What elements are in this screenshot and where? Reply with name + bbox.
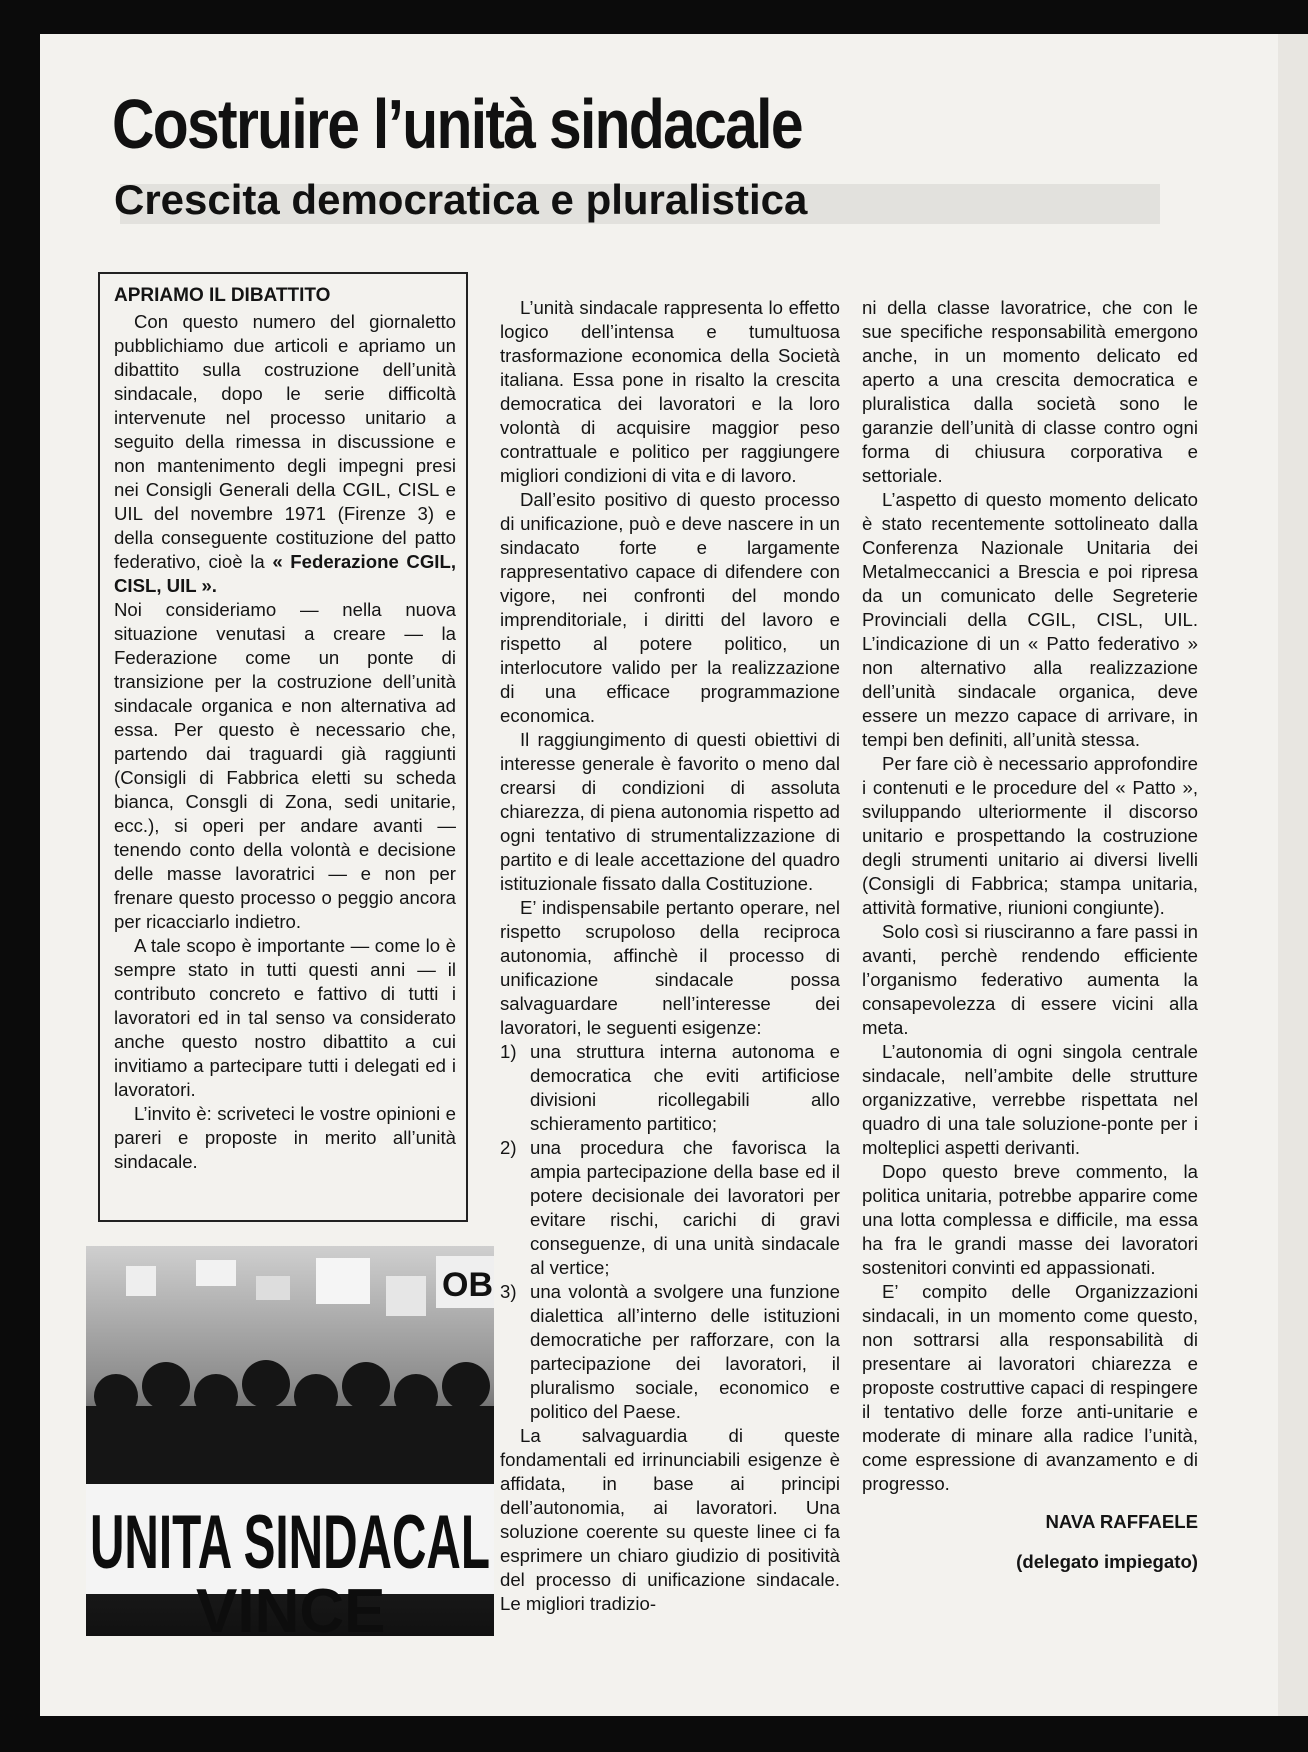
item-text: una procedura che favorisca la ampia partecipazione della base ed il potere decisionale dei lavoratori per evitare rischi, carichi di gravi conseguenze, di una unità sindacale al vertice; bbox=[530, 1137, 840, 1278]
paragraph: Solo così si riusciranno a fare passi in avanti, perchè rendendo efficiente l’organismo federativo aumenta la consapevolezza di essere vicini alla meta. bbox=[862, 921, 1198, 1038]
item-text: una struttura interna autonoma e democratica che eviti artificiose divisioni ricollegabili allo schieramento partitico; bbox=[530, 1041, 840, 1134]
item-number: 2) bbox=[500, 1137, 517, 1158]
box-paragraph: L’invito è: scriveteci le vostre opinioni e pareri e proposte in merito all’unità sindacale. bbox=[114, 1103, 456, 1172]
article-column-2 bbox=[500, 296, 840, 1616]
paragraph: Il raggiungimento di questi obiettivi di interesse generale è favorito o meno dal crearsi di condizioni di assoluta chiarezza, di piena autonomia rispetto ad ogni tentativo di strumentalizzazione di partito e di leale accettazione del quadro istituzionale fissato dalla Costituzione. bbox=[500, 729, 840, 894]
paragraph: ni della classe lavoratrice, che con le sue specifiche responsabilità emergono anche, in un momento delicato ed aperto a una crescita democratica e pluralistica dalla società sono le garanzie dell’unità di classe contro ogni forma di chiusura corporativa e settoriale. bbox=[862, 297, 1198, 486]
newspaper-page bbox=[40, 34, 1280, 1716]
next-page-edge bbox=[1278, 34, 1308, 1716]
paragraph: E’ compito delle Organizzazioni sindacali, in un momento come questo, non sottrarsi alla responsabilità di presentare ai lavoratori chiarezza e proposte costruttive capaci di respingere il tentativo delle forze anti-unitarie e moderate di minare alla radice l’unità, come espressione di avanzamento e di progresso. bbox=[862, 1281, 1198, 1494]
article-subtitle: Crescita democratica e pluralistica bbox=[114, 176, 808, 223]
paragraph: L’autonomia di ogni singola centrale sindacale, nell’ambite delle strutture organizzative, verrebbe rispettata nel quadro di una tale soluzione-ponte per i molteplici aspetti derivanti. bbox=[862, 1041, 1198, 1158]
list-item bbox=[500, 1280, 840, 1424]
paragraph: Dopo questo breve commento, la politica unitaria, potrebbe apparire come una lotta complessa e difficile, ma essa ha fra le grandi masse dei lavoratori sostenitori convinti ed appassionati. bbox=[862, 1161, 1198, 1278]
paragraph: L’unità sindacale rappresenta lo effetto logico dell’intensa e tumultuosa trasformazione economica della Società italiana. Essa pone in risalto la crescita democratica dei lavoratori e la loro volontà di acquisire maggior peso contrattuale e politico per raggiungere migliori condizioni di vita e di lavoro. bbox=[500, 297, 840, 486]
paragraph: Per fare ciò è necessario approfondire i contenuti e le procedure del « Patto », sviluppando ulteriormente il discorso unitario e prospettando la costruzione degli strumenti unitario ai diversi livelli (Consigli di Fabbrica; stampa unitaria, attività formative, riunioni congiunte). bbox=[862, 753, 1198, 918]
list-item bbox=[500, 1040, 840, 1136]
paragraph: Dall’esito positivo di questo processo di unificazione, può e deve nascere in un sindacato forte e largamente rappresentativo capace di difendere con vigore, nei confronti del mondo imprenditoriale, i diritti del lavoro e rispetto al potere politico, un interlocutore valido per la realizzazione di una efficace programmazione economica. bbox=[500, 489, 840, 726]
photo-sign-text: OB bbox=[442, 1266, 493, 1304]
banner-text: UNITA SINDACAL bbox=[90, 1500, 490, 1585]
demonstration-photo bbox=[86, 1246, 494, 1636]
photo-image bbox=[86, 1246, 494, 1636]
banner-text-2: VINCE bbox=[196, 1577, 386, 1636]
box-paragraph: Noi consideriamo — nella nuova situazione venutasi a creare — la Federazione come un ponte di transizione per la costruzione dell’unità sindacale organica e non alternativa ad essa. Per questo è necessario che, partendo dai traguardi già raggiunti (Consigli di Fabbrica eletti su scheda bianca, Consgli di Zona, sedi unitarie, ecc.), si operi per andare avanti — tenendo conto della volontà e decisione delle masse lavoratrici — e non per frenare questo processo o peggio ancora per ricacciarlo indietro. bbox=[114, 599, 456, 932]
box-paragraph: A tale scopo è importante — come lo è sempre stato in tutti questi anni — il contributo concreto e fattivo di tutti i lavoratori ed in tal senso va considerato anche questo nostro dibattito a cui invitiamo a partecipare tutti i delegati ed i lavoratori. bbox=[114, 935, 456, 1100]
paragraph: La salvaguardia di queste fondamentali ed irrinunciabili esigenze è affidata, in base ai principi dell’autonomia, ai lavoratori. Una soluzione coerente su queste linee ci fa esprimere un chiaro giudizio di positività del processo di unificazione sindacale. Le migliori tradizio- bbox=[500, 1425, 840, 1614]
item-number: 1) bbox=[500, 1041, 517, 1062]
item-text: una volontà a svolgere una funzione dialettica all’interno delle istituzioni democratiche per rafforzare, con la partecipazione dei lavoratori, il pluralismo sociale, economico e politico del Paese. bbox=[530, 1281, 840, 1422]
box-heading: APRIAMO IL DIBATTITO bbox=[114, 285, 331, 306]
article-column-3 bbox=[862, 296, 1198, 1574]
author-role: (delegato impiegato) bbox=[1016, 1551, 1198, 1572]
requirements-list bbox=[500, 1040, 840, 1424]
list-item bbox=[500, 1136, 840, 1280]
paragraph: E’ indispensabile pertanto operare, nel rispetto scrupoloso della reciproca autonomia, affinchè il processo di unificazione sindacale possa salvaguardare nell’interesse dei lavoratori, le seguenti esigenze: bbox=[500, 897, 840, 1038]
author-name: NAVA RAFFAELE bbox=[1045, 1511, 1198, 1532]
article-title: Costruire l’unità sindacale bbox=[112, 85, 802, 163]
item-number: 3) bbox=[500, 1281, 517, 1302]
show-through-heading bbox=[775, 92, 1245, 174]
editorial-box bbox=[98, 272, 468, 1222]
paragraph: L’aspetto di questo momento delicato è stato recentemente sottolineato dalla Conferenza Nazionale Unitaria dei Metalmeccanici a Brescia e poi ripresa da un comunicato delle Segreterie Provinciali della CGIL, CISL, UIL. L’indicazione di un « Patto federativo » non alternativo alla realizzazione dell’unità sindacale organica, deve essere un mezzo capace di arrivare, in tempi ben definiti, all’unità stessa. bbox=[862, 489, 1198, 750]
box-p1-text: Con questo numero del giornaletto pubblichiamo due articoli e apriamo un dibattito sulla costruzione dell’unità sindacale, dopo le serie difficoltà intervenute nel processo unitario a seguito della rimessa in discussione e non mantenimento degli impegni presi nei Consigli Generali della CGIL, CISL e UIL del novembre 1971 (Firenze 3) e della conseguente costituzione del patto federativo, cioè la bbox=[114, 311, 456, 572]
box-paragraph bbox=[114, 310, 456, 598]
federation-name: « Federazione CGIL, CISL, UIL ». bbox=[114, 551, 456, 596]
